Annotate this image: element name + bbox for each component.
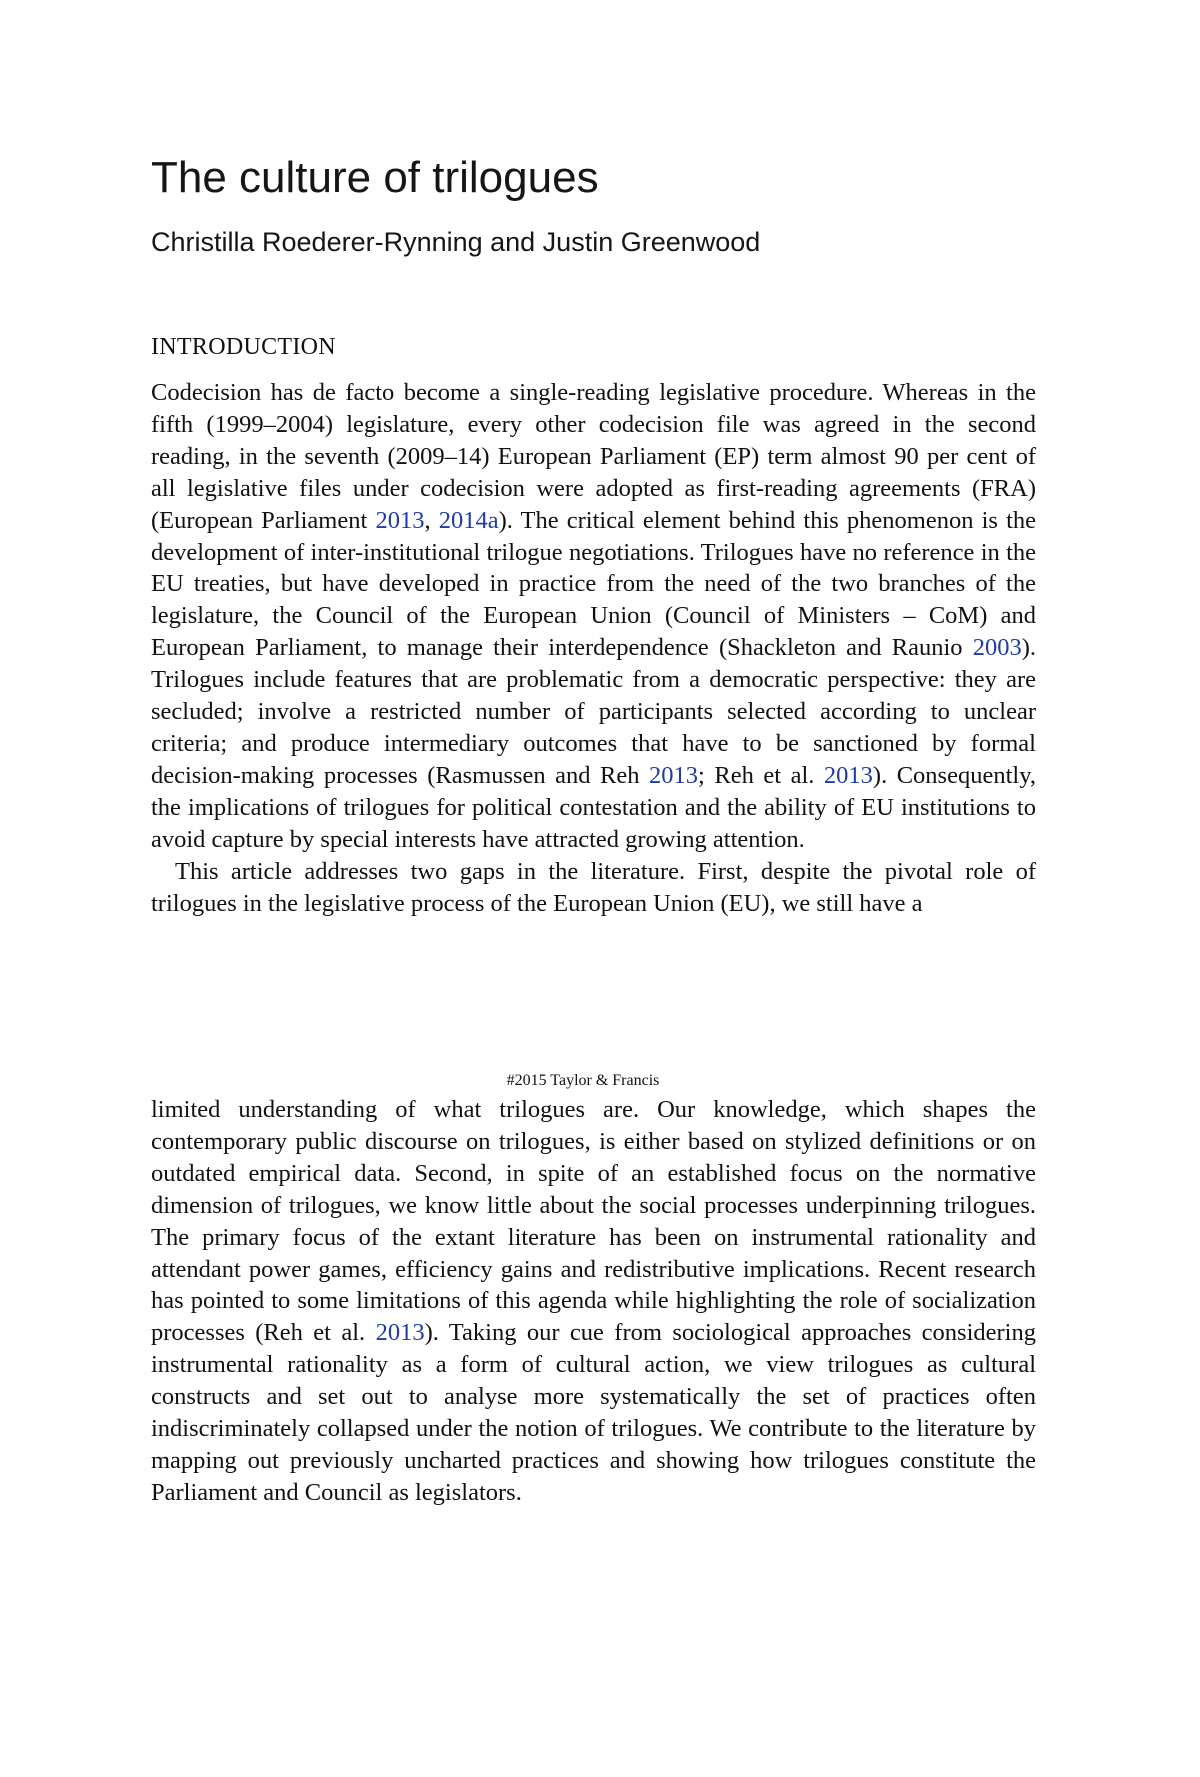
paragraph-continuation (151, 1094, 1036, 1509)
copyright-notice: #2015 Taylor & Francis (506, 1072, 660, 1089)
paragraph-text: ). Taking our cue from sociological approaches considering instrumental rationality as a form of cultural action, we view trilogues as cultural constructs and set out to analyse more systematically the set of practices often indiscriminately collapsed under the notion of trilogues. We contribute to the literature by mapping out previously uncharted practices and showing how trilogues constitute the Parliament and Council as legislators. (151, 1319, 1036, 1506)
article-authors: Christilla Roederer-Rynning and Justin Greenwood (151, 227, 761, 257)
citation-link[interactable]: 2003 (972, 634, 1022, 662)
body-text-block-1 (151, 377, 1036, 919)
citation-link[interactable]: 2013 (375, 506, 425, 534)
citation-link[interactable]: 2013 (375, 1319, 425, 1347)
article-title: The culture of trilogues (151, 153, 599, 202)
paragraph-text: Codecision has de facto become a single-reading legislative procedure. Whereas in the fifth (1999–2004) legislature, every other codecision file was agreed in the second reading, in the seventh (2009–14) European Parliament (EP) term almost 90 per cent of all legislative files under codecision were adopted as first-reading agreements (FRA) (European Parliament (151, 379, 1036, 534)
citation-link[interactable]: 2014a (438, 506, 499, 534)
section-heading: INTRODUCTION (151, 334, 336, 360)
paragraph-introduction (151, 377, 1036, 856)
paragraph-text: limited understanding of what trilogues are. Our knowledge, which shapes the contemporary public discourse on trilogues, is either based on stylized definitions or on outdated empirical data. Second, in spite of an established focus on the normative dimension of trilogues, we know little about the social processes underpinning trilogues. The primary focus of the extant literature has been on instrumental rationality and attendant power games, efficiency gains and redistributive implications. Recent research has pointed to some limitations of this agenda while highlighting the role of socialization processes (Reh et al. (151, 1096, 1036, 1347)
paragraph-text: , (424, 506, 439, 534)
body-text-block-2 (151, 1094, 1036, 1509)
paragraph-text: ). The critical element behind this phenomenon is the development of inter-institutional trilogue negotiations. Trilogues have no reference in the EU treaties, but have developed in practice from the need of the two branches of the legislature, the Council of the European Union (Council of Ministers – CoM) and European Parliament, to manage their interdependence (Shackleton and Raunio (151, 506, 1037, 662)
paragraph-text: ; Reh et al. (698, 761, 824, 789)
citation-link[interactable]: 2013 (823, 761, 873, 789)
paragraph-text: ). Trilogues include features that are problematic from a democratic perspective: they are secluded; involve a restricted number of participants selected according to unclear criteria; and produce intermediary outcomes that have to be sanctioned by formal decision-making processes (Rasmussen and Reh (151, 634, 1036, 789)
paragraph-text: ). Consequently, the implications of trilogues for political contestation and the ability of EU institutions to avoid capture by special interests have attracted growing attention. (151, 761, 1036, 853)
citation-link[interactable]: 2013 (649, 761, 699, 789)
paragraph-gaps: This article addresses two gaps in the literature. First, despite the pivotal role of trilogues in the legislative process of the European Union (EU), we still have a (151, 857, 1036, 917)
